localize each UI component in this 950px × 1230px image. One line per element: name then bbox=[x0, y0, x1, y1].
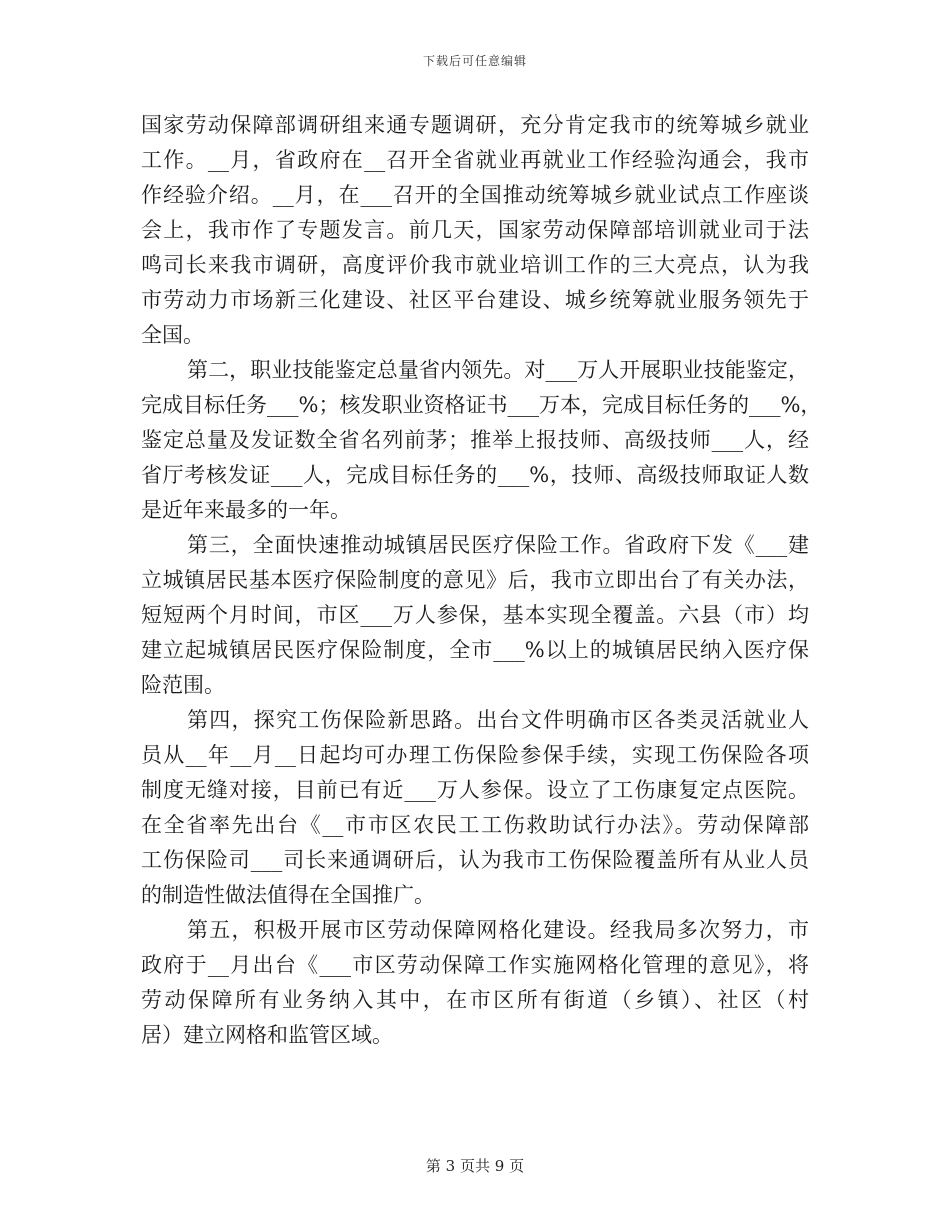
text-line: 短短两个月时间，市区___万人参保，基本实现全覆盖。六县（市）均 bbox=[141, 603, 809, 627]
text-line: 居）建立网格和监管区域。 bbox=[141, 1023, 393, 1047]
text-line: 工伤保险司___司长来通调研后，认为我市工伤保险覆盖所有从业人员 bbox=[141, 848, 809, 872]
text-line: 在全省率先出台《__市市区农民工工伤救助试行办法》。劳动保障部 bbox=[141, 813, 809, 837]
document-body bbox=[141, 108, 822, 1053]
text-line: 建立起城镇居民医疗保险制度，全市___%以上的城镇居民纳入医疗保 bbox=[141, 638, 809, 662]
text-line: 第三，全面快速推动城镇居民医疗保险工作。省政府下发《___建 bbox=[187, 533, 809, 557]
text-line: 第二，职业技能鉴定总量省内领先。对___万人开展职业技能鉴定， bbox=[187, 358, 809, 382]
text-line: 全国。 bbox=[141, 323, 204, 347]
text-line: 鸣司长来我市调研，高度评价我市就业培训工作的三大亮点，认为我 bbox=[141, 253, 809, 277]
text-line: 劳动保障所有业务纳入其中，在市区所有街道（乡镇）、社区（村 bbox=[141, 988, 809, 1012]
text-line: 立城镇居民基本医疗保险制度的意见》后，我市立即出台了有关办法， bbox=[141, 568, 809, 592]
text-line: 会上，我市作了专题发言。前几天，国家劳动保障部培训就业司于法 bbox=[141, 218, 809, 242]
text-line: 第五，积极开展市区劳动保障网格化建设。经我局多次努力，市 bbox=[187, 918, 809, 942]
text-line: 鉴定总量及发证数全省名列前茅；推举上报技师、高级技师___人，经 bbox=[141, 428, 809, 452]
text-line: 第四，探究工伤保险新思路。出台文件明确市区各类灵活就业人 bbox=[187, 708, 809, 732]
text-line: 是近年来最多的一年。 bbox=[141, 498, 351, 522]
text-line: 制度无缝对接，目前已有近___万人参保。设立了工伤康复定点医院。 bbox=[141, 778, 809, 802]
text-line: 市劳动力市场新三化建设、社区平台建设、城乡统筹就业服务领先于 bbox=[141, 288, 809, 312]
text-line: 险范围。 bbox=[141, 673, 225, 697]
text-line: 国家劳动保障部调研组来通专题调研，充分肯定我市的统筹城乡就业 bbox=[141, 113, 809, 137]
text-line: 完成目标任务___%；核发职业资格证书___万本，完成目标任务的___%， bbox=[141, 393, 822, 417]
text-line: 员从__年__月__日起均可办理工伤保险参保手续，实现工伤保险各项 bbox=[141, 743, 809, 767]
text-line: 工作。__月，省政府在__召开全省就业再就业工作经验沟通会，我市 bbox=[141, 148, 809, 172]
page-number-footer: 第 3 页共 9 页 bbox=[425, 1157, 525, 1175]
text-line: 作经验介绍。__月，在___召开的全国推动统筹城乡就业试点工作座谈 bbox=[141, 183, 809, 207]
text-line: 省厅考核发证___人，完成目标任务的___%，技师、高级技师取证人数 bbox=[141, 463, 809, 487]
text-line: 政府于__月出台《___市区劳动保障工作实施网格化管理的意见》，将 bbox=[141, 953, 809, 977]
page-header: 下载后可任意编辑 bbox=[422, 54, 527, 68]
text-line: 的制造性做法值得在全国推广。 bbox=[141, 883, 435, 907]
